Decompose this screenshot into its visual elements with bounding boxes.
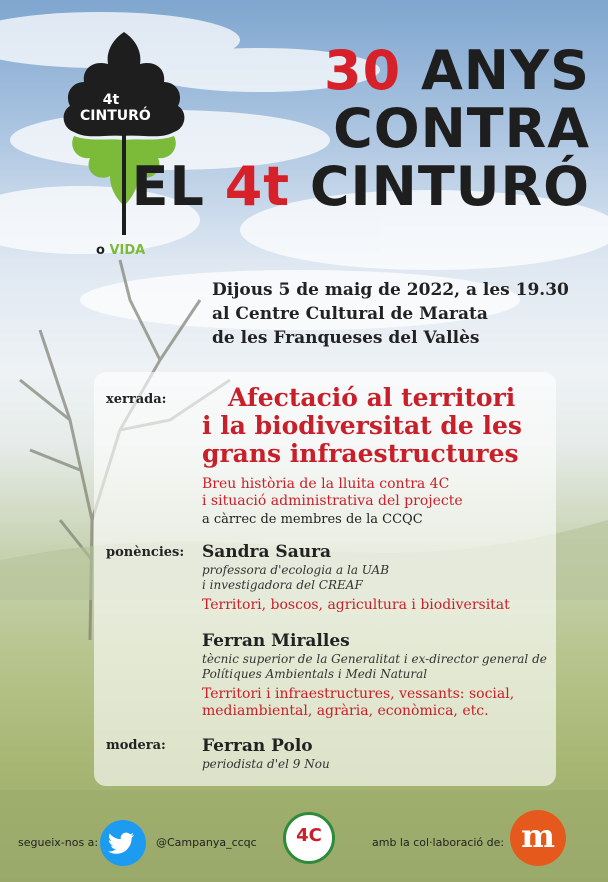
speaker-2-topic-1: Territori i infraestructures, vessants: social, xyxy=(202,686,515,702)
4c-logo-text: 4C xyxy=(296,825,322,846)
speaker-1-name: Sandra Saura xyxy=(202,542,332,562)
talk-subtitle-1: Breu història de la lluita contra 4C xyxy=(202,476,450,492)
talk-subtitle-2: i situació administrativa del projecte xyxy=(202,493,463,509)
headline xyxy=(131,39,590,218)
headline-4t: 4t xyxy=(224,155,291,218)
talk-title-3: grans infraestructures xyxy=(202,439,519,468)
logo-vida xyxy=(96,243,145,258)
speaker-2-name: Ferran Miralles xyxy=(202,631,350,651)
speaker-2-topic-2: mediambiental, agrària, econòmica, etc. xyxy=(202,703,489,719)
twitter-icon[interactable] xyxy=(100,820,146,866)
logo-o: o xyxy=(96,243,105,258)
talk-byline: a càrrec de membres de la CCQC xyxy=(202,512,423,527)
speaker-2-role-2: Polítiques Ambientals i Medi Natural xyxy=(202,667,428,681)
speaker-1-topic: Territori, boscos, agricultura i biodiversitat xyxy=(202,597,510,613)
headline-line-3 xyxy=(131,155,590,218)
speaker-2-role-1: tècnic superior de la Generalitat i ex-director general de xyxy=(202,652,547,666)
moderator-name: Ferran Polo xyxy=(202,736,313,756)
event-date: Dijous 5 de maig de 2022, a les 19.30 xyxy=(212,280,569,300)
event-venue: al Centre Cultural de Marata xyxy=(212,304,488,324)
speaker-1-role-1: professora d'ecologia a la UAB xyxy=(202,563,390,577)
ponencies-label: ponències: xyxy=(106,545,185,560)
talk-title-1: Afectació al territori xyxy=(228,383,516,412)
headline-cinturo: CINTURÓ xyxy=(309,155,590,218)
logo-vida-word: VIDA xyxy=(109,243,146,258)
logo-title: 4t CINTURÓ xyxy=(80,92,151,124)
speaker-1-role-2: i investigadora del CREAF xyxy=(202,578,363,592)
partner-logo-letter: m xyxy=(521,817,555,855)
event-place: de les Franqueses del Vallès xyxy=(212,328,480,348)
event-info xyxy=(212,278,569,350)
headline-number: 30 xyxy=(324,39,402,102)
partner-logo xyxy=(510,810,566,866)
4c-campaign-logo xyxy=(283,812,335,864)
speaker-2 xyxy=(202,630,547,720)
headline-anys: ANYS xyxy=(421,39,590,102)
talk-subtitle xyxy=(202,476,463,510)
talk-label: xerrada: xyxy=(106,392,167,407)
twitter-handle[interactable]: @Campanya_ccqc xyxy=(156,836,257,849)
modera-label: modera: xyxy=(106,738,166,753)
collab-label: amb la col·laboració de: xyxy=(372,836,505,849)
headline-line-1 xyxy=(132,39,590,102)
speaker-1 xyxy=(202,541,510,614)
moderator xyxy=(202,735,330,772)
talk-title xyxy=(202,384,542,468)
headline-el: EL xyxy=(131,155,205,218)
headline-line-2: CONTRA xyxy=(333,97,590,160)
talk-title-2: i la biodiversitat de les xyxy=(202,411,522,440)
moderator-role: periodista d'el 9 Nou xyxy=(202,757,330,771)
follow-label: segueix-nos a: xyxy=(18,836,99,849)
